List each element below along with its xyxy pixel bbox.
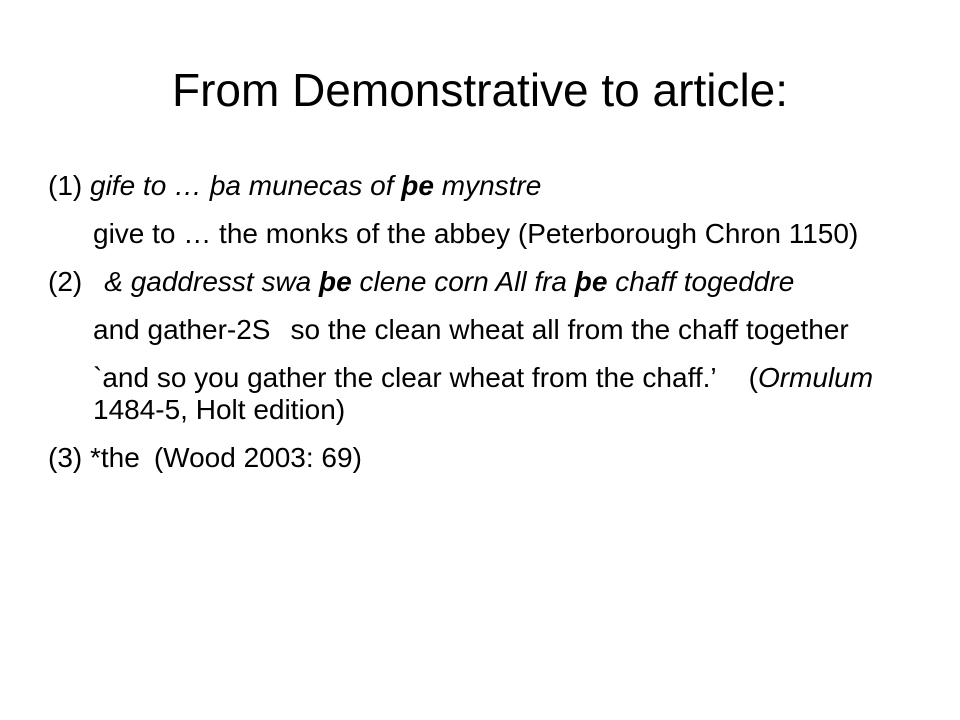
example-1-number: (1) [48, 170, 90, 201]
example-2-bold1: þe [319, 266, 352, 297]
example-2-gloss [48, 314, 918, 346]
example-2-source-title: Ormulum [757, 362, 874, 393]
example-2-text [104, 266, 794, 297]
example-1-post: mynstre [433, 170, 542, 201]
slide-title: From Demonstrative to article: [171, 64, 789, 116]
example-2-seg3: chaff togeddre [607, 266, 795, 297]
example-2-seg2: clene corn All fra [351, 266, 575, 297]
example-3 [48, 442, 918, 474]
example-2-translation [48, 362, 918, 426]
example-1-gloss: give to … the monks of the abbey (Peterborough Chron 1150) [93, 218, 859, 249]
example-2-translation-text: `and so you gather the clear wheat from the chaff.’ [93, 362, 717, 393]
example-2-bold2: þe [574, 266, 608, 297]
example-3-word: *the [90, 442, 140, 473]
example-2-amp: & [104, 266, 131, 297]
slide-body [48, 170, 918, 490]
example-3-number: (3) [48, 442, 90, 473]
example-2-source-open: ( [748, 362, 758, 393]
example-2-number: (2) [48, 266, 83, 297]
example-2 [48, 266, 918, 298]
example-2-seg1: gaddresst swa [130, 266, 320, 297]
example-1-bold: þe [401, 170, 434, 201]
example-2-source-rest: 1484-5, Holt edition) [93, 394, 346, 425]
example-3-citation: (Wood 2003: 69) [153, 442, 362, 473]
example-2-gloss-a: and gather-2S [93, 314, 271, 345]
example-1 [48, 170, 918, 202]
example-1-text [90, 170, 541, 201]
example-2-gloss-b: so the clean wheat all from the chaff together [290, 314, 849, 345]
example-1-pre: gife to … þa munecas of [90, 170, 402, 201]
